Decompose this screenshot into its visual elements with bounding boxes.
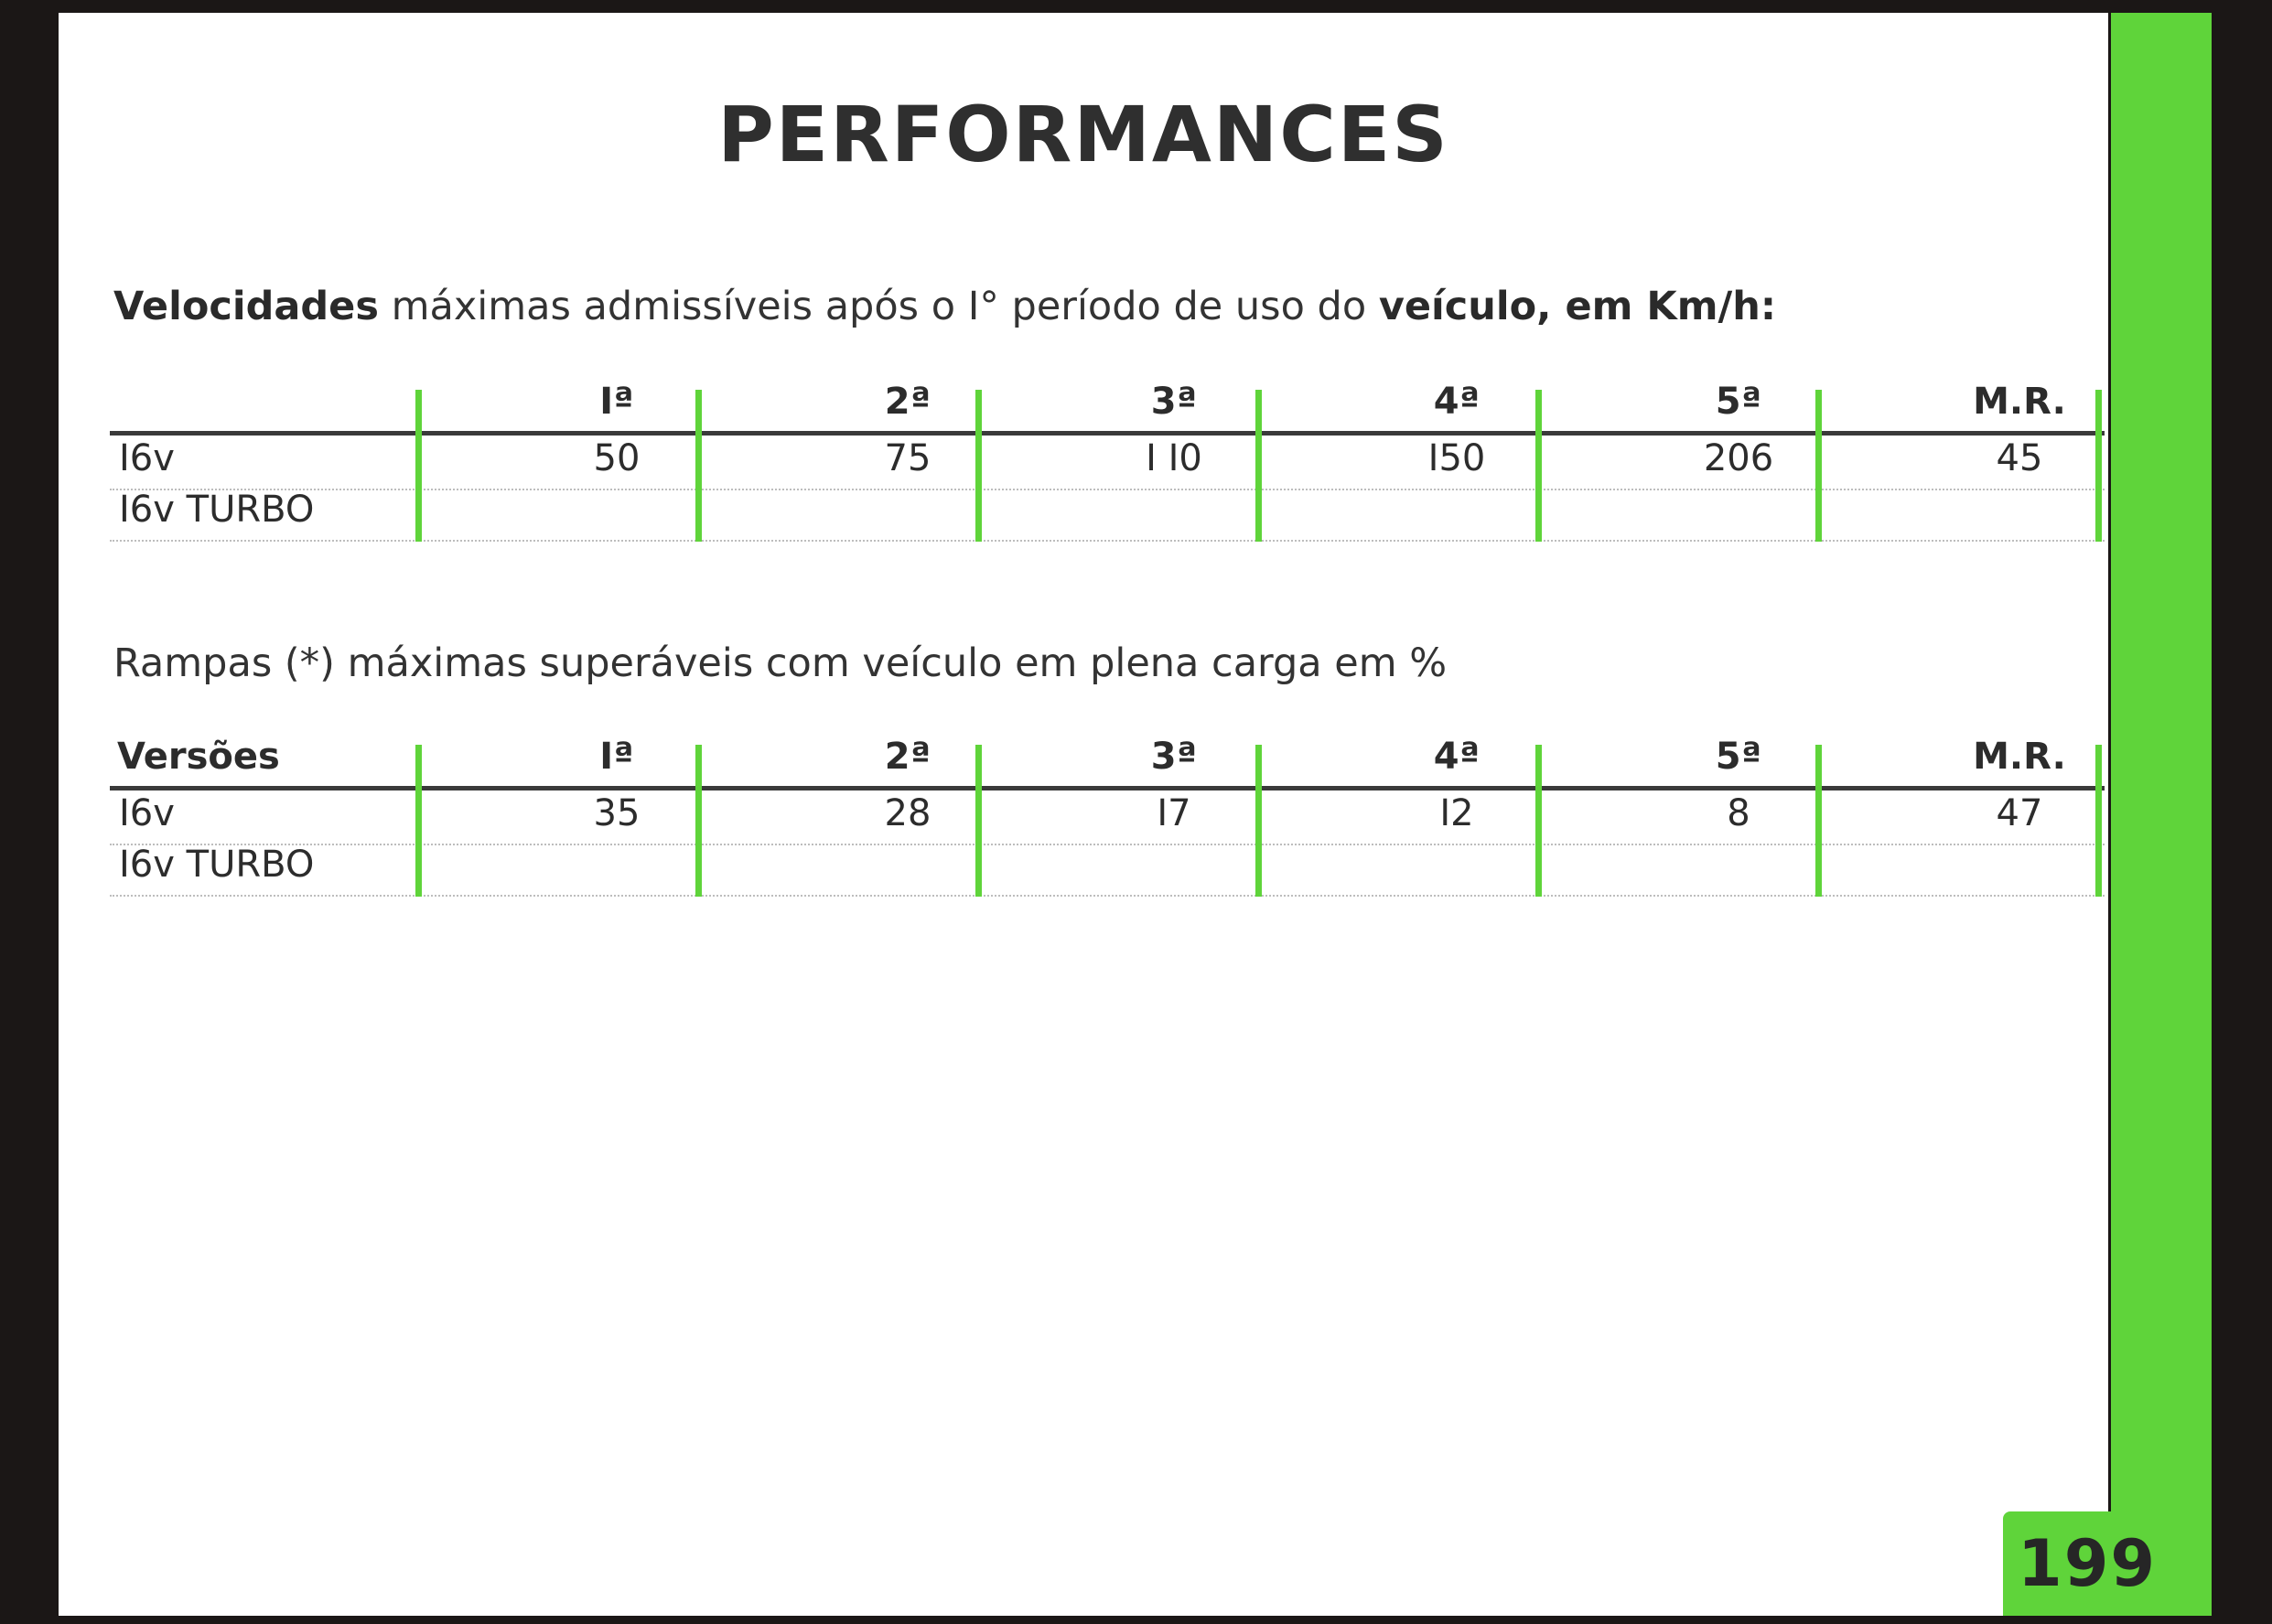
column-divider [415,390,422,542]
speed-table [110,381,2105,545]
row-divider [110,489,2105,490]
speed-heading [113,284,1776,329]
column-header: 2ª [884,381,931,423]
page-number: 199 [2018,1526,2158,1601]
row-divider [110,540,2105,542]
table-cell: 28 [884,792,931,834]
table-cell: I2 [1439,792,1474,834]
column-header: 2ª [884,736,931,778]
column-header: M.R. [1973,736,2066,778]
table-cell: 206 [1703,437,1774,479]
row-label: I6v [119,792,175,834]
table-cell: I I0 [1146,437,1202,479]
row-label: I6v [119,437,175,479]
page-title: PERFORMANCES [717,90,1449,179]
column-header: 3ª [1150,736,1198,778]
column-header: 5ª [1715,736,1762,778]
column-divider [415,745,422,897]
header-rule [110,431,2105,436]
chapter-tab-strip [2111,13,2212,1614]
ramp-heading: Rampas (*) máximas superáveis com veículo em plena carga em % [113,640,1448,686]
column-header: 3ª [1150,381,1198,423]
table-cell: 47 [1996,792,2043,834]
column-header: 5ª [1715,381,1762,423]
manual-page [59,13,2108,1616]
corner-header: Versões [117,736,280,778]
ramp-table [110,736,2105,900]
row-label: I6v TURBO [119,489,315,531]
table-cell: 75 [884,437,931,479]
speed-heading-bold-2: veículo, em Km/h: [1378,284,1777,329]
header-rule [110,786,2105,790]
column-header: 4ª [1433,381,1481,423]
row-divider [110,844,2105,845]
speed-heading-bold-1: Velocidades [113,284,379,329]
column-header: Iª [599,381,634,423]
row-label: I6v TURBO [119,844,315,886]
table-cell: 35 [593,792,641,834]
table-cell: I50 [1427,437,1486,479]
column-header: 4ª [1433,736,1481,778]
row-divider [110,895,2105,897]
speed-heading-text: máximas admissíveis após o I° período de uso do [378,284,1379,329]
table-cell: 8 [1727,792,1750,834]
table-cell: 50 [593,437,641,479]
table-cell: I7 [1157,792,1191,834]
table-cell: 45 [1996,437,2043,479]
column-header: Iª [599,736,634,778]
column-header: M.R. [1973,381,2066,423]
